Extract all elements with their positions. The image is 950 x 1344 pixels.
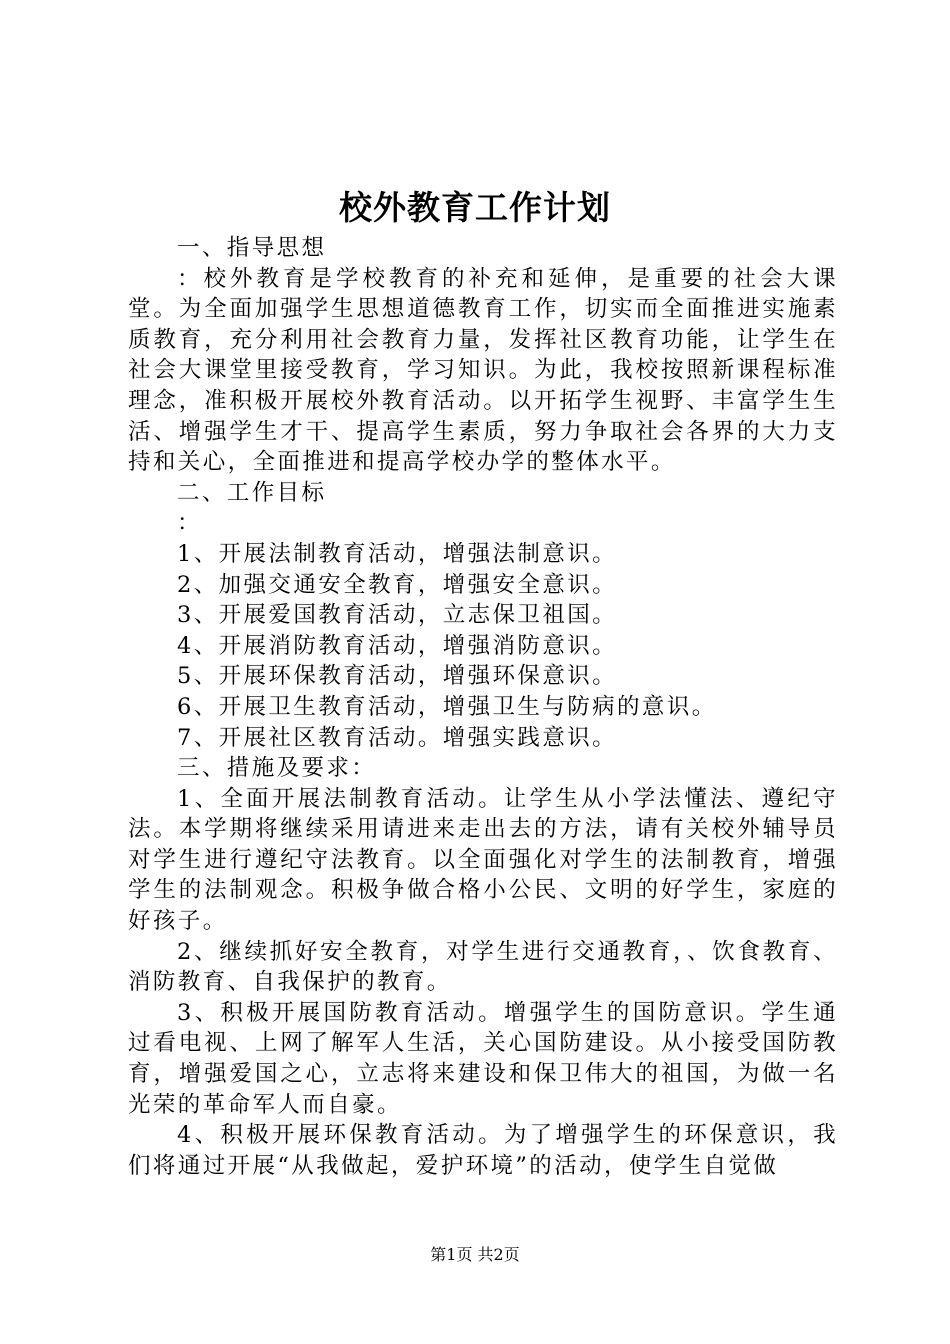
document-body (128, 233, 838, 1181)
goal-item-5: 5、开展环保教育活动，增强环保意识。 (177, 663, 618, 690)
paragraph-colon: ： (177, 510, 202, 537)
section-heading-measures: 三、措施及要求： (177, 755, 377, 782)
goal-item-3: 3、开展爱国教育活动，立志保卫祖国。 (177, 602, 618, 629)
measure-paragraph-4: 4、积极开展环保教育活动。为了增强学生的环保意识，我们将通过开展“从我做起，爱护环境”的活动，使学生自觉做 (128, 1122, 838, 1179)
goal-item-6: 6、开展卫生教育活动，增强卫生与防病的意识。 (177, 693, 717, 720)
measure-paragraph-3: 3、积极开展国防教育活动。增强学生的国防意识。学生通过看电视、上网了解军人生活，关心国防建设。从小接受国防教育，增强爱国之心，立志将来建设和保卫伟大的祖国，为做一名光荣的革命军人而自豪。 (128, 999, 838, 1118)
goal-item-2: 2、加强交通安全教育，增强安全意识。 (177, 571, 618, 598)
section-heading-guiding-thought: 一、指导思想 (177, 235, 327, 261)
goal-item-4: 4、开展消防教育活动，增强消防意识。 (177, 632, 618, 659)
paragraph-guiding-thought: ：校外教育是学校教育的补充和延伸，是重要的社会大课堂。为全面加强学生思想道德教育工作，切实而全面推进实施素质教育，充分利用社会教育力量，发挥社区教育功能，让学生在社会大课堂里接受教育，学习知识。为此，我校按照新课程标准理念，准积极开展校外教育活动。以开拓学生视野、丰富学生生活、增强学生才干、提高学生素质，努力争取社会各界的大力支持和关心，全面推进和提高学校办学的整体水平。 (128, 265, 838, 476)
goal-item-7: 7、开展社区教育活动。增强实践意识。 (177, 724, 618, 751)
measure-paragraph-1: 1、全面开展法制教育活动。让学生从小学法懂法、遵纪守法。本学期将继续采用请进来走出去的方法，请有关校外辅导员对学生进行遵纪守法教育。以全面强化对学生的法制教育，增强学生的法制观念。积极争做合格小公民、文明的好学生，家庭的好孩子。 (128, 785, 838, 935)
document-title: 校外教育工作计划 (339, 188, 611, 227)
page-number-footer: 第1页 共2页 (430, 1245, 520, 1264)
goal-item-1: 1、开展法制教育活动，增强法制意识。 (177, 540, 618, 567)
section-heading-work-goals: 二、工作目标 (177, 479, 327, 506)
measure-paragraph-2: 2、继续抓好安全教育，对学生进行交通教育，、饮食教育、消防教育、自我保护的教育。 (128, 938, 838, 996)
